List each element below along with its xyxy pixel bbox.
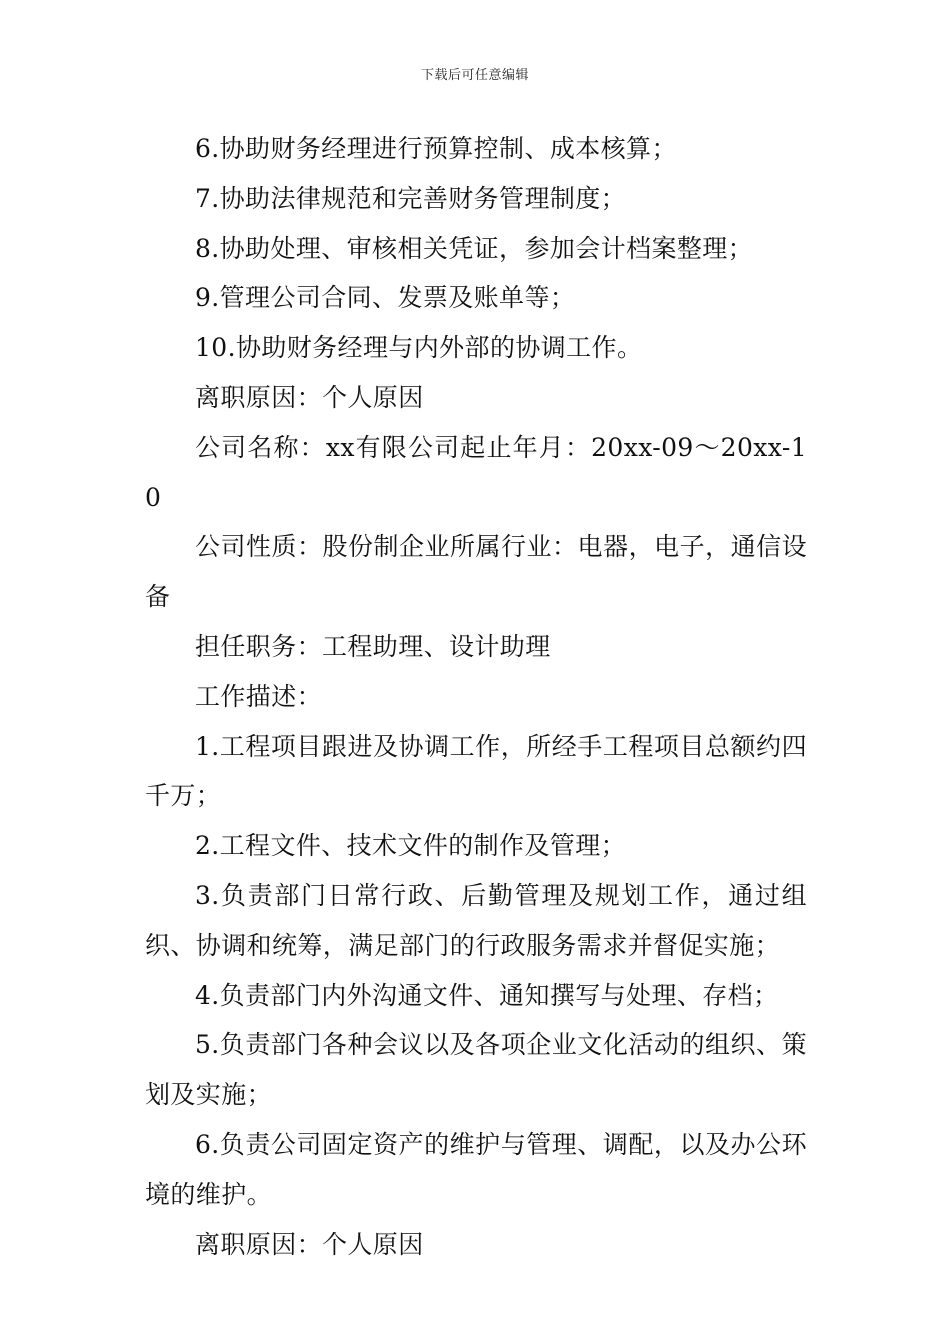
paragraph-company-name-period: 公司名称：xx有限公司起止年月：20xx-09～20xx-10 — [145, 432, 807, 512]
paragraph-task-4-communication: 4.负责部门内外沟通文件、通知撰写与处理、存档； — [195, 980, 779, 1010]
paragraph-task-5-events: 5.负责部门各种会议以及各项企业文化活动的组织、策划及实施； — [145, 1030, 807, 1110]
paragraph-company-nature-industry: 公司性质：股份制企业所属行业：电器，电子，通信设备 — [145, 532, 807, 612]
paragraph-position: 担任职务：工程助理、设计助理 — [195, 631, 551, 661]
paragraph-leaving-reason: 离职原因：个人原因 — [195, 382, 424, 412]
paragraph-task-1-projects: 1.工程项目跟进及协调工作，所经手工程项目总额约四千万； — [145, 731, 807, 811]
paragraph-duty-8-vouchers: 8.协助处理、审核相关凭证，参加会计档案整理； — [195, 233, 754, 263]
paragraph-leaving-reason-2: 离职原因：个人原因 — [195, 1229, 424, 1259]
paragraph-duty-9-contracts: 9.管理公司合同、发票及账单等； — [195, 283, 576, 313]
paragraph-task-2-documents: 2.工程文件、技术文件的制作及管理； — [195, 831, 627, 861]
paragraph-duty-10-coordination: 10.协助财务经理与内外部的协调工作。 — [195, 333, 643, 363]
document-body — [145, 124, 807, 1269]
paragraph-job-description-heading: 工作描述： — [195, 681, 323, 711]
paragraph-task-3-administration: 3.负责部门日常行政、后勤管理及规划工作，通过组织、协调和统筹，满足部门的行政服务需求并督促实施； — [145, 880, 807, 960]
paragraph-duty-6-budget: 6.协助财务经理进行预算控制、成本核算； — [195, 134, 677, 163]
page-header-note: 下载后可任意编辑 — [420, 68, 529, 83]
paragraph-task-6-assets: 6.负责公司固定资产的维护与管理、调配，以及办公环境的维护。 — [145, 1129, 807, 1209]
paragraph-duty-7-regulation: 7.协助法律规范和完善财务管理制度； — [195, 183, 627, 213]
